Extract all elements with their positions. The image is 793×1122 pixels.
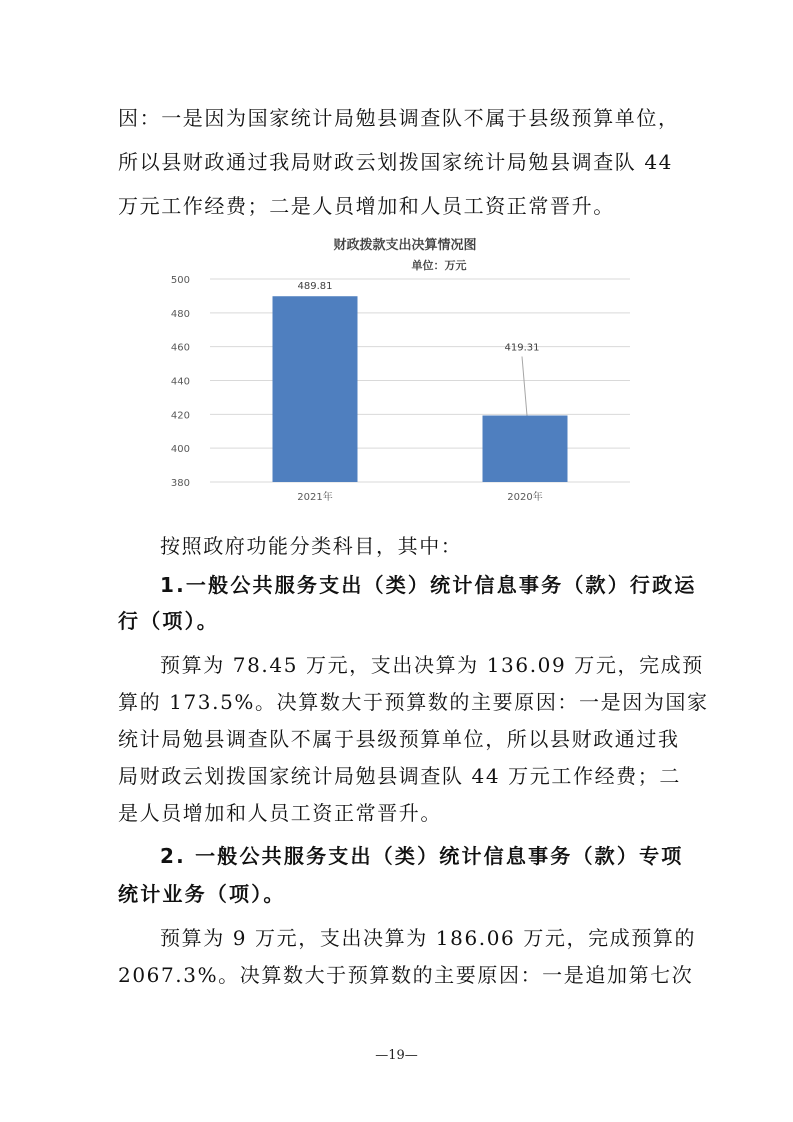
- y-tick-label: 400: [170, 444, 190, 456]
- chart-subtitle: 单位：万元: [411, 259, 467, 272]
- paragraph-line: 预算为 9 万元，支出决算为 186.06 万元，完成预算的: [160, 926, 697, 950]
- section-heading: 2. 一般公共服务支出（类）统计信息事务（款）专项: [160, 844, 684, 868]
- section-heading: 统计业务（项）。: [118, 882, 286, 906]
- data-label: 489.81: [297, 281, 333, 293]
- expenditure-bar-chart: [160, 228, 635, 518]
- paragraph-line: 2067.3%。决算数大于预算数的主要原因：一是追加第七次: [118, 963, 694, 987]
- paragraph-line: 按照政府功能分类科目，其中：: [160, 534, 463, 558]
- paragraph-line: 算的 173.5%。决算数大于预算数的主要原因：一是因为国家: [118, 690, 709, 714]
- chart-title: 财政拨款支出决算情况图: [333, 238, 477, 253]
- y-tick-label: 380: [170, 478, 190, 489]
- data-label-leader-line: [522, 357, 527, 416]
- chart-bars: [273, 296, 568, 482]
- x-tick-label: 2020年: [507, 492, 543, 503]
- paragraph-line: 因：一是因为国家统计局勉县调查队不属于县级预算单位，: [118, 106, 680, 130]
- section-heading: 行（项）。: [118, 609, 219, 633]
- y-tick-label: 460: [170, 342, 190, 354]
- y-tick-label: 440: [170, 376, 190, 388]
- bar-2020年: [483, 416, 568, 482]
- chart-x-ticks: [297, 490, 542, 503]
- paragraph-line: 局财政云划拨国家统计局勉县调查队 44 万元工作经费；二: [118, 764, 681, 788]
- y-tick-label: 500: [170, 275, 190, 286]
- paragraph-line: 万元工作经费；二是人员增加和人员工资正常晋升。: [118, 194, 615, 218]
- bar-2021年: [273, 296, 358, 482]
- paragraph-line: 统计局勉县调查队不属于县级预算单位，所以县财政通过我: [118, 727, 680, 751]
- paragraph-line: 所以县财政通过我局财政云划拨国家统计局勉县调查队 44: [118, 150, 674, 174]
- y-tick-label: 420: [170, 410, 190, 422]
- section-heading: 1.一般公共服务支出（类）统计信息事务（款）行政运: [160, 573, 697, 597]
- x-tick-label: 2021年: [297, 492, 333, 503]
- paragraph-line: 预算为 78.45 万元，支出决算为 136.09 万元，完成预: [160, 653, 704, 677]
- page-number: —19—: [375, 1048, 418, 1063]
- paragraph-line: 是人员增加和人员工资正常晋升。: [118, 801, 442, 825]
- chart-y-ticks: [171, 275, 190, 489]
- y-tick-label: 480: [170, 308, 190, 320]
- data-label: 419.31: [504, 342, 540, 354]
